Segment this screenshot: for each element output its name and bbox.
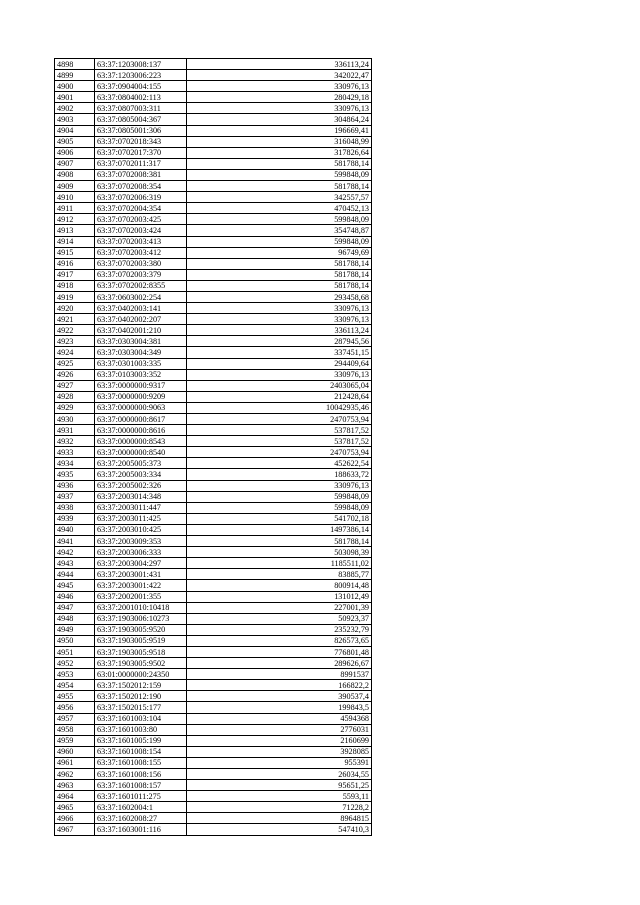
row-number-cell: 4943 [55,558,95,569]
cadastral-value-cell: 199843,5 [187,702,372,713]
cadastral-number-cell: 63:37:0402002:207 [95,314,187,325]
row-number-cell: 4938 [55,502,95,513]
row-number-cell: 4960 [55,746,95,757]
cadastral-value-cell: 2776031 [187,724,372,735]
row-number-cell: 4917 [55,269,95,280]
cadastral-number-cell: 63:37:2003011:425 [95,513,187,524]
row-number-cell: 4914 [55,236,95,247]
table-row [55,358,372,369]
cadastral-number-cell: 63:37:0000000:9317 [95,380,187,391]
cadastral-value-cell: 2160699 [187,735,372,746]
row-number-cell: 4913 [55,225,95,236]
table-row [55,547,372,558]
row-number-cell: 4925 [55,358,95,369]
row-number-cell: 4922 [55,325,95,336]
cadastral-number-cell: 63:37:0303004:381 [95,336,187,347]
row-number-cell: 4915 [55,247,95,258]
cadastral-value-cell: 3928085 [187,746,372,757]
cadastral-value-cell: 131012,49 [187,591,372,602]
table-row [55,158,372,169]
table-row [55,402,372,413]
cadastral-number-cell: 63:37:2003006:333 [95,547,187,558]
table-row [55,225,372,236]
table-row [55,181,372,192]
row-number-cell: 4942 [55,547,95,558]
table-row [55,81,372,92]
table-row [55,746,372,757]
cadastral-value-cell: 8991537 [187,669,372,680]
table-row [55,513,372,524]
cadastral-number-cell: 63:37:0702006:319 [95,192,187,203]
cadastral-value-cell: 96749,69 [187,247,372,258]
table-row [55,391,372,402]
cadastral-value-cell: 581788,14 [187,181,372,192]
cadastral-value-cell: 537817,52 [187,436,372,447]
table-row [55,347,372,358]
table-row [55,314,372,325]
cadastral-number-cell: 63:37:0000000:8543 [95,436,187,447]
row-number-cell: 4953 [55,669,95,680]
cadastral-number-cell: 63:37:0000000:8617 [95,414,187,425]
row-number-cell: 4901 [55,92,95,103]
row-number-cell: 4944 [55,569,95,580]
cadastral-number-cell: 63:01:0000000:24350 [95,669,187,680]
row-number-cell: 4951 [55,646,95,657]
table-row [55,325,372,336]
cadastral-number-cell: 63:37:2003004:297 [95,558,187,569]
table-row [55,580,372,591]
table-row [55,125,372,136]
cadastral-number-cell: 63:37:2003001:422 [95,580,187,591]
cadastral-value-cell: 8964815 [187,813,372,824]
row-number-cell: 4930 [55,414,95,425]
cadastral-number-cell: 63:37:2002001:355 [95,591,187,602]
cadastral-number-cell: 63:37:0000000:9209 [95,391,187,402]
cadastral-number-cell: 63:37:1602008:27 [95,813,187,824]
cadastral-value-cell: 800914,48 [187,580,372,591]
cadastral-value-cell: 330976,13 [187,303,372,314]
table-row [55,114,372,125]
cadastral-value-cell: 599848,09 [187,169,372,180]
table-row [55,624,372,635]
table-row [55,769,372,780]
row-number-cell: 4908 [55,169,95,180]
cadastral-value-cell: 336113,24 [187,325,372,336]
cadastral-number-cell: 63:37:0702003:379 [95,269,187,280]
table-row [55,192,372,203]
cadastral-value-cell: 390537,4 [187,691,372,702]
row-number-cell: 4907 [55,158,95,169]
cadastral-value-cell: 547410,3 [187,824,372,835]
row-number-cell: 4903 [55,114,95,125]
cadastral-value-cell: 316048,99 [187,136,372,147]
row-number-cell: 4935 [55,469,95,480]
cadastral-value-cell: 1497386,14 [187,524,372,535]
cadastral-number-cell: 63:37:1601003:104 [95,713,187,724]
table-row [55,303,372,314]
row-number-cell: 4957 [55,713,95,724]
cadastral-value-table [54,58,372,836]
cadastral-number-cell: 63:37:1603001:116 [95,824,187,835]
cadastral-value-cell: 581788,14 [187,269,372,280]
cadastral-number-cell: 63:37:1502012:190 [95,691,187,702]
cadastral-number-cell: 63:37:1502012:159 [95,680,187,691]
cadastral-value-cell: 354748,87 [187,225,372,236]
table-row [55,591,372,602]
cadastral-value-cell: 166822,2 [187,680,372,691]
table-row [55,469,372,480]
row-number-cell: 4946 [55,591,95,602]
row-number-cell: 4923 [55,336,95,347]
row-number-cell: 4921 [55,314,95,325]
cadastral-value-cell: 330976,13 [187,369,372,380]
table-row [55,602,372,613]
row-number-cell: 4941 [55,536,95,547]
cadastral-number-cell: 63:37:0702017:370 [95,147,187,158]
row-number-cell: 4962 [55,769,95,780]
cadastral-number-cell: 63:37:1601011:275 [95,791,187,802]
row-number-cell: 4931 [55,425,95,436]
cadastral-value-cell: 581788,14 [187,158,372,169]
table-row [55,691,372,702]
cadastral-number-cell: 63:37:0103003:352 [95,369,187,380]
row-number-cell: 4954 [55,680,95,691]
table-row [55,59,372,70]
cadastral-value-cell: 330976,13 [187,103,372,114]
cadastral-value-cell: 826573,65 [187,635,372,646]
row-number-cell: 4956 [55,702,95,713]
row-number-cell: 4904 [55,125,95,136]
row-number-cell: 4939 [55,513,95,524]
table-row [55,380,372,391]
cadastral-value-cell: 599848,09 [187,491,372,502]
table-row [55,536,372,547]
cadastral-value-cell: 599848,09 [187,236,372,247]
table-row [55,203,372,214]
cadastral-number-cell: 63:37:2003011:447 [95,502,187,513]
row-number-cell: 4929 [55,402,95,413]
cadastral-number-cell: 63:37:2003010:425 [95,524,187,535]
cadastral-value-cell: 227001,39 [187,602,372,613]
cadastral-number-cell: 63:37:2003009:353 [95,536,187,547]
cadastral-number-cell: 63:37:1203006:223 [95,70,187,81]
cadastral-value-cell: 1185511,02 [187,558,372,569]
cadastral-value-cell: 50923,37 [187,613,372,624]
cadastral-value-cell: 304864,24 [187,114,372,125]
cadastral-number-cell: 63:37:1903006:10273 [95,613,187,624]
row-number-cell: 4900 [55,81,95,92]
cadastral-number-cell: 63:37:2005005:373 [95,458,187,469]
row-number-cell: 4949 [55,624,95,635]
cadastral-value-cell: 287945,56 [187,336,372,347]
cadastral-number-cell: 63:37:0702008:354 [95,181,187,192]
table-row [55,147,372,158]
cadastral-number-cell: 63:37:0702011:317 [95,158,187,169]
cadastral-value-cell: 342557,57 [187,192,372,203]
table-row [55,502,372,513]
table-row [55,169,372,180]
cadastral-value-cell: 955391 [187,757,372,768]
table-row [55,447,372,458]
cadastral-number-cell: 63:37:1903005:9520 [95,624,187,635]
cadastral-number-cell: 63:37:0000000:8540 [95,447,187,458]
row-number-cell: 4919 [55,291,95,302]
table-row [55,646,372,657]
cadastral-value-cell: 2470753,94 [187,414,372,425]
table-row [55,458,372,469]
table-row [55,92,372,103]
cadastral-number-cell: 63:37:0303004:349 [95,347,187,358]
cadastral-number-cell: 63:37:0702003:425 [95,214,187,225]
cadastral-value-cell: 26034,55 [187,769,372,780]
row-number-cell: 4928 [55,391,95,402]
row-number-cell: 4945 [55,580,95,591]
table-row [55,658,372,669]
table-row [55,336,372,347]
row-number-cell: 4952 [55,658,95,669]
cadastral-number-cell: 63:37:0402003:141 [95,303,187,314]
cadastral-value-cell: 83885,77 [187,569,372,580]
row-number-cell: 4924 [55,347,95,358]
row-number-cell: 4920 [55,303,95,314]
row-number-cell: 4963 [55,780,95,791]
table-row [55,813,372,824]
row-number-cell: 4940 [55,524,95,535]
cadastral-value-cell: 188633,72 [187,469,372,480]
row-number-cell: 4947 [55,602,95,613]
cadastral-value-cell: 280429,18 [187,92,372,103]
table-row [55,702,372,713]
cadastral-number-cell: 63:37:1203008:137 [95,59,187,70]
cadastral-number-cell: 63:37:1601008:154 [95,746,187,757]
cadastral-number-cell: 63:37:0702003:424 [95,225,187,236]
table-row [55,757,372,768]
row-number-cell: 4967 [55,824,95,835]
row-number-cell: 4966 [55,813,95,824]
row-number-cell: 4909 [55,181,95,192]
cadastral-value-cell: 503098,39 [187,547,372,558]
table-row [55,103,372,114]
cadastral-number-cell: 63:37:0702018:343 [95,136,187,147]
row-number-cell: 4955 [55,691,95,702]
cadastral-value-cell: 330976,13 [187,81,372,92]
cadastral-number-cell: 63:37:0804002:113 [95,92,187,103]
cadastral-value-cell: 541702,18 [187,513,372,524]
table-row [55,269,372,280]
row-number-cell: 4965 [55,802,95,813]
cadastral-value-cell: 342022,47 [187,70,372,81]
cadastral-number-cell: 63:37:2005003:334 [95,469,187,480]
cadastral-number-cell: 63:37:2005002:326 [95,480,187,491]
row-number-cell: 4910 [55,192,95,203]
cadastral-number-cell: 63:37:0702008:381 [95,169,187,180]
cadastral-number-cell: 63:37:0807003:311 [95,103,187,114]
cadastral-number-cell: 63:37:0805004:367 [95,114,187,125]
cadastral-number-cell: 63:37:1601008:157 [95,780,187,791]
table-row [55,236,372,247]
cadastral-number-cell: 63:37:0000000:8616 [95,425,187,436]
cadastral-value-cell: 337451,15 [187,347,372,358]
row-number-cell: 4926 [55,369,95,380]
cadastral-number-cell: 63:37:0904004:155 [95,81,187,92]
row-number-cell: 4912 [55,214,95,225]
table-row [55,635,372,646]
cadastral-number-cell: 63:37:0000000:9063 [95,402,187,413]
table-row [55,480,372,491]
cadastral-value-cell: 599848,09 [187,502,372,513]
table-row [55,558,372,569]
row-number-cell: 4934 [55,458,95,469]
cadastral-value-cell: 776801,48 [187,646,372,657]
table-row [55,425,372,436]
cadastral-number-cell: 63:37:1601003:80 [95,724,187,735]
table-row [55,724,372,735]
cadastral-value-cell: 581788,14 [187,280,372,291]
cadastral-value-cell: 599848,09 [187,214,372,225]
row-number-cell: 4932 [55,436,95,447]
table-row [55,569,372,580]
cadastral-number-cell: 63:37:0702003:413 [95,236,187,247]
cadastral-value-cell: 2403065,04 [187,380,372,391]
table-row [55,436,372,447]
table-row [55,70,372,81]
cadastral-number-cell: 63:37:0702003:380 [95,258,187,269]
table-row [55,713,372,724]
cadastral-value-cell: 581788,14 [187,536,372,547]
cadastral-number-cell: 63:37:0301003:335 [95,358,187,369]
cadastral-value-cell: 452622,54 [187,458,372,469]
cadastral-number-cell: 63:37:1601008:155 [95,757,187,768]
cadastral-value-cell: 212428,64 [187,391,372,402]
cadastral-value-cell: 470452,13 [187,203,372,214]
table-row [55,735,372,746]
cadastral-number-cell: 63:37:1601005:199 [95,735,187,746]
table-row [55,680,372,691]
cadastral-value-cell: 293458,68 [187,291,372,302]
row-number-cell: 4959 [55,735,95,746]
row-number-cell: 4961 [55,757,95,768]
cadastral-number-cell: 63:37:2003001:431 [95,569,187,580]
row-number-cell: 4918 [55,280,95,291]
table-row [55,613,372,624]
table-row [55,780,372,791]
table-row [55,414,372,425]
table-row [55,136,372,147]
table-body [55,59,372,836]
cadastral-number-cell: 63:37:0702004:354 [95,203,187,214]
cadastral-number-cell: 63:37:0702003:412 [95,247,187,258]
cadastral-value-cell: 294409,64 [187,358,372,369]
cadastral-number-cell: 63:37:0402001:210 [95,325,187,336]
table-row [55,669,372,680]
cadastral-value-cell: 196669,41 [187,125,372,136]
table-row [55,524,372,535]
cadastral-number-cell: 63:37:2001010:10418 [95,602,187,613]
row-number-cell: 4906 [55,147,95,158]
cadastral-number-cell: 63:37:1601008:156 [95,769,187,780]
row-number-cell: 4902 [55,103,95,114]
cadastral-value-cell: 537817,52 [187,425,372,436]
cadastral-value-cell: 330976,13 [187,314,372,325]
cadastral-number-cell: 63:37:2003014:348 [95,491,187,502]
cadastral-value-cell: 5593,11 [187,791,372,802]
table-row [55,247,372,258]
cadastral-value-cell: 95651,25 [187,780,372,791]
cadastral-value-cell: 71228,2 [187,802,372,813]
table-row [55,291,372,302]
cadastral-value-cell: 289626,67 [187,658,372,669]
row-number-cell: 4937 [55,491,95,502]
table-row [55,491,372,502]
table-row [55,802,372,813]
table-row [55,280,372,291]
cadastral-number-cell: 63:37:1903005:9519 [95,635,187,646]
cadastral-number-cell: 63:37:0603002:254 [95,291,187,302]
table-row [55,258,372,269]
row-number-cell: 4948 [55,613,95,624]
cadastral-value-cell: 10042935,46 [187,402,372,413]
row-number-cell: 4964 [55,791,95,802]
cadastral-number-cell: 63:37:0805001:306 [95,125,187,136]
table-row [55,824,372,835]
cadastral-number-cell: 63:37:1903005:9502 [95,658,187,669]
row-number-cell: 4916 [55,258,95,269]
row-number-cell: 4898 [55,59,95,70]
table-row [55,214,372,225]
cadastral-value-cell: 581788,14 [187,258,372,269]
cadastral-value-cell: 330976,13 [187,480,372,491]
row-number-cell: 4958 [55,724,95,735]
table-row [55,791,372,802]
cadastral-number-cell: 63:37:0702002:8355 [95,280,187,291]
row-number-cell: 4933 [55,447,95,458]
cadastral-value-cell: 4594368 [187,713,372,724]
cadastral-number-cell: 63:37:1502015:177 [95,702,187,713]
row-number-cell: 4905 [55,136,95,147]
table-row [55,369,372,380]
cadastral-value-cell: 317826,64 [187,147,372,158]
row-number-cell: 4927 [55,380,95,391]
row-number-cell: 4950 [55,635,95,646]
cadastral-value-cell: 2470753,94 [187,447,372,458]
cadastral-value-cell: 235232,79 [187,624,372,635]
row-number-cell: 4936 [55,480,95,491]
cadastral-number-cell: 63:37:1903005:9518 [95,646,187,657]
row-number-cell: 4899 [55,70,95,81]
cadastral-value-cell: 336113,24 [187,59,372,70]
row-number-cell: 4911 [55,203,95,214]
cadastral-number-cell: 63:37:1602004:1 [95,802,187,813]
